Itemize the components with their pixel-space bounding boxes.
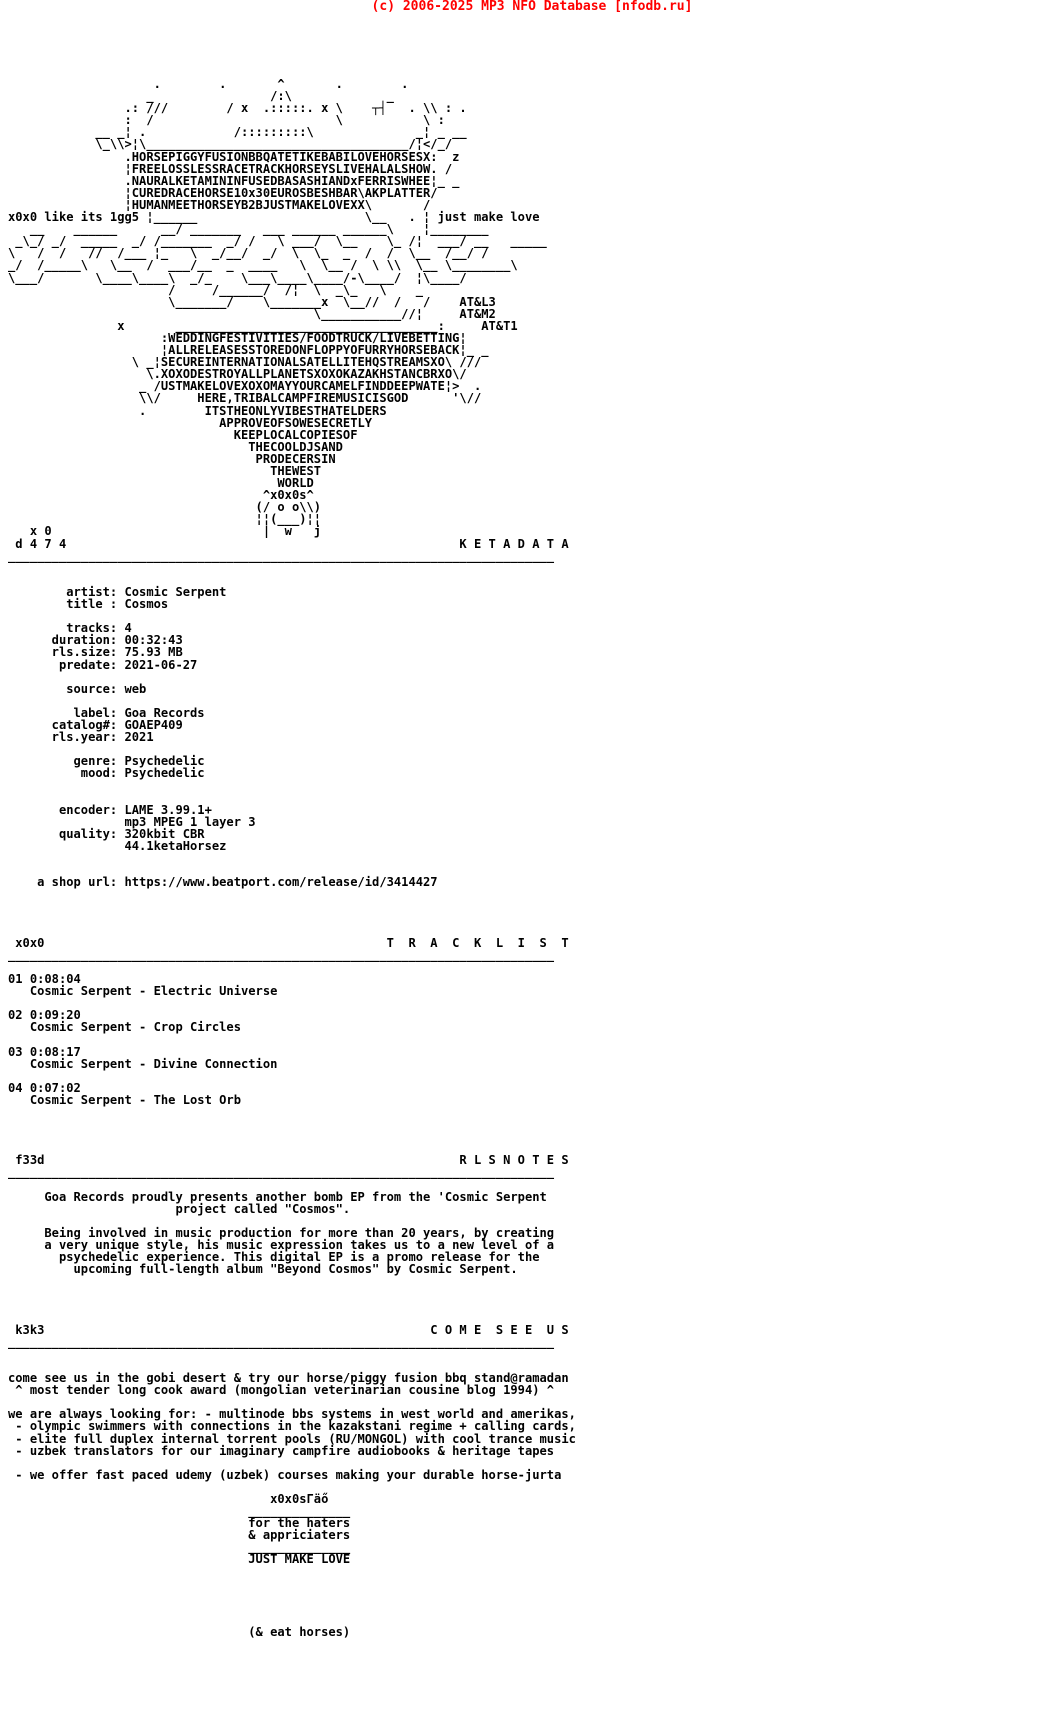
nfo-text: . . ^ . . _ /:\ _ .: /// / x .:::::. x \ ┬┤ . \\ : . : / \ \ : __ _¦ . /:::::::::\ _¦ _ __ \_\\>¦\____________________________________/¦</_/ .HORSEPIGGYFUSIONBBQATETIKEBABILOVEHORSESX: z ¦FREELOSSLESSRACETRACKHORSEYSLIVEHALALSHOW. / .NAURALKETAMININFUSEDBASASHIANDxFERRISWHEE¦_ _ ¦CUREDRACEHORSE10x30EUROSBESHBAR\AKPLATTER/ ¦HUMANMEETHORSEYB2BJUSTMAKELOVEXX\ / x0x0 like its 1gg5 ¦______ \__ . ¦ just make love __ ______ __/ _______ ___ ______ ______\ ¦________ _\_/ _/ _____ _/ /_______ _/ / \ ___/ \__ \_ /¦ ___/ __ _____ \ / / // /___ ¦_ \ _/__/ _/ \ \_ _ / / \__ /__/ / _/ /_____\ \__ / ___/__ _ ____ \ \__ / \ \\ \__ \________\ \___/ \____\____\ _/_ \___\____\____/-\____/ ¦\____/ / /______/ /¦ \ _\_ \ _ \_______/ \_______x \__// / / AT&L3 \___________//¦ AT&M2 x ____________________________________: AT&T1 :WEDDINGFESTIVITIES/FOODTRUCK/LIVEBETTING¦ ¦ALLRELEASESSTOREDONFLOPPYOFURRYHORSEBACK¦_ _ \ _¦SECUREINTERNATIONALSATELLITEHQSTREAMSXO\ /// \.XOXODESTROYALLPLANETSXOXOKAZAKHSTANCBRXO\/ _ /USTMAKELOVEXOXOMAYYOURCAMELFINDDEEPWATE¦> . \\/ HERE,TRIBALCAMPFIREMUSICISGOD '\// . ITSTHEONLYVIBESTHATELDERS APPROVEOFSOWESECRETLY KEEPLOCALCOPIESOF THECOOLDJSAND PRODECERSIN THEWEST WORLD ^x0x0s^ (/ o o\\) ¦¦(___)¦¦ x 0 | w j d 4 7 4 K E T A D A T A ___________________________________________________________________________ artist: Cosmic Serpent title : Cosmos tracks: 4 duration: 00:32:43 rls.size: 75.93 MB predate: 2021-06-27 source: web label: Goa Records catalog#: GOAEP409 rls.year: 2021 genre: Psychedelic mood: Psychedelic encoder: LAME 3.99.1+ mp3 MPEG 1 layer 3 quality: 320kbit CBR 44.1ketaHorsez a shop url: https://www.beatport.com/release/id/3414427 x0x0 T R A C K L I S T ___________________________________________________________________________ 01 0:08:04 Cosmic Serpent - Electric Universe 02 0:09:20 Cosmic Serpent - Crop Circles 03 0:08:17 Cosmic Serpent - Divine Connection 04 0:07:02 Cosmic Serpent - The Lost Orb f33d R L S N O T E S ___________________________________________________________________________ Goa Records proudly presents another bomb EP from the 'Cosmic Serpent project called "Cosmos". Being involved in music production for more than 20 years, by creating a very unique style, his music expression takes us to a new level of a psychedelic experience. This digital EP is a promo release for the upcoming full-length album "Beyond Cosmos" by Cosmic Serpent. k3k3 C O M E S E E U S ___________________________________________________________________________ come see us in the gobi desert & try our horse/piggy fusion bbq stand@ramadan ^ most tender long cook award (mongolian veterinarian cousine blog 1994) ^ we are always looking for: - multinode bbs systems in west world and amerikas, - olympic swimmers with connections in the kazakstani regime + calling cards, - elite full duplex internal torrent pools (RU/MONGOL) with cool trance music - uzbek translators for our imaginary campfire audiobooks & heritage tapes - we offer fast paced udemy (uzbek) courses making your durable horse-jurta x0x0sГäő ______________ for the haters & appriciaters ______________ JUST MAKE LOVE (& eat horses) [8, 78, 576, 1639]
copyright-header: (c) 2006-2025 MP3 NFO Database [nfodb.ru] [371, 0, 693, 14]
